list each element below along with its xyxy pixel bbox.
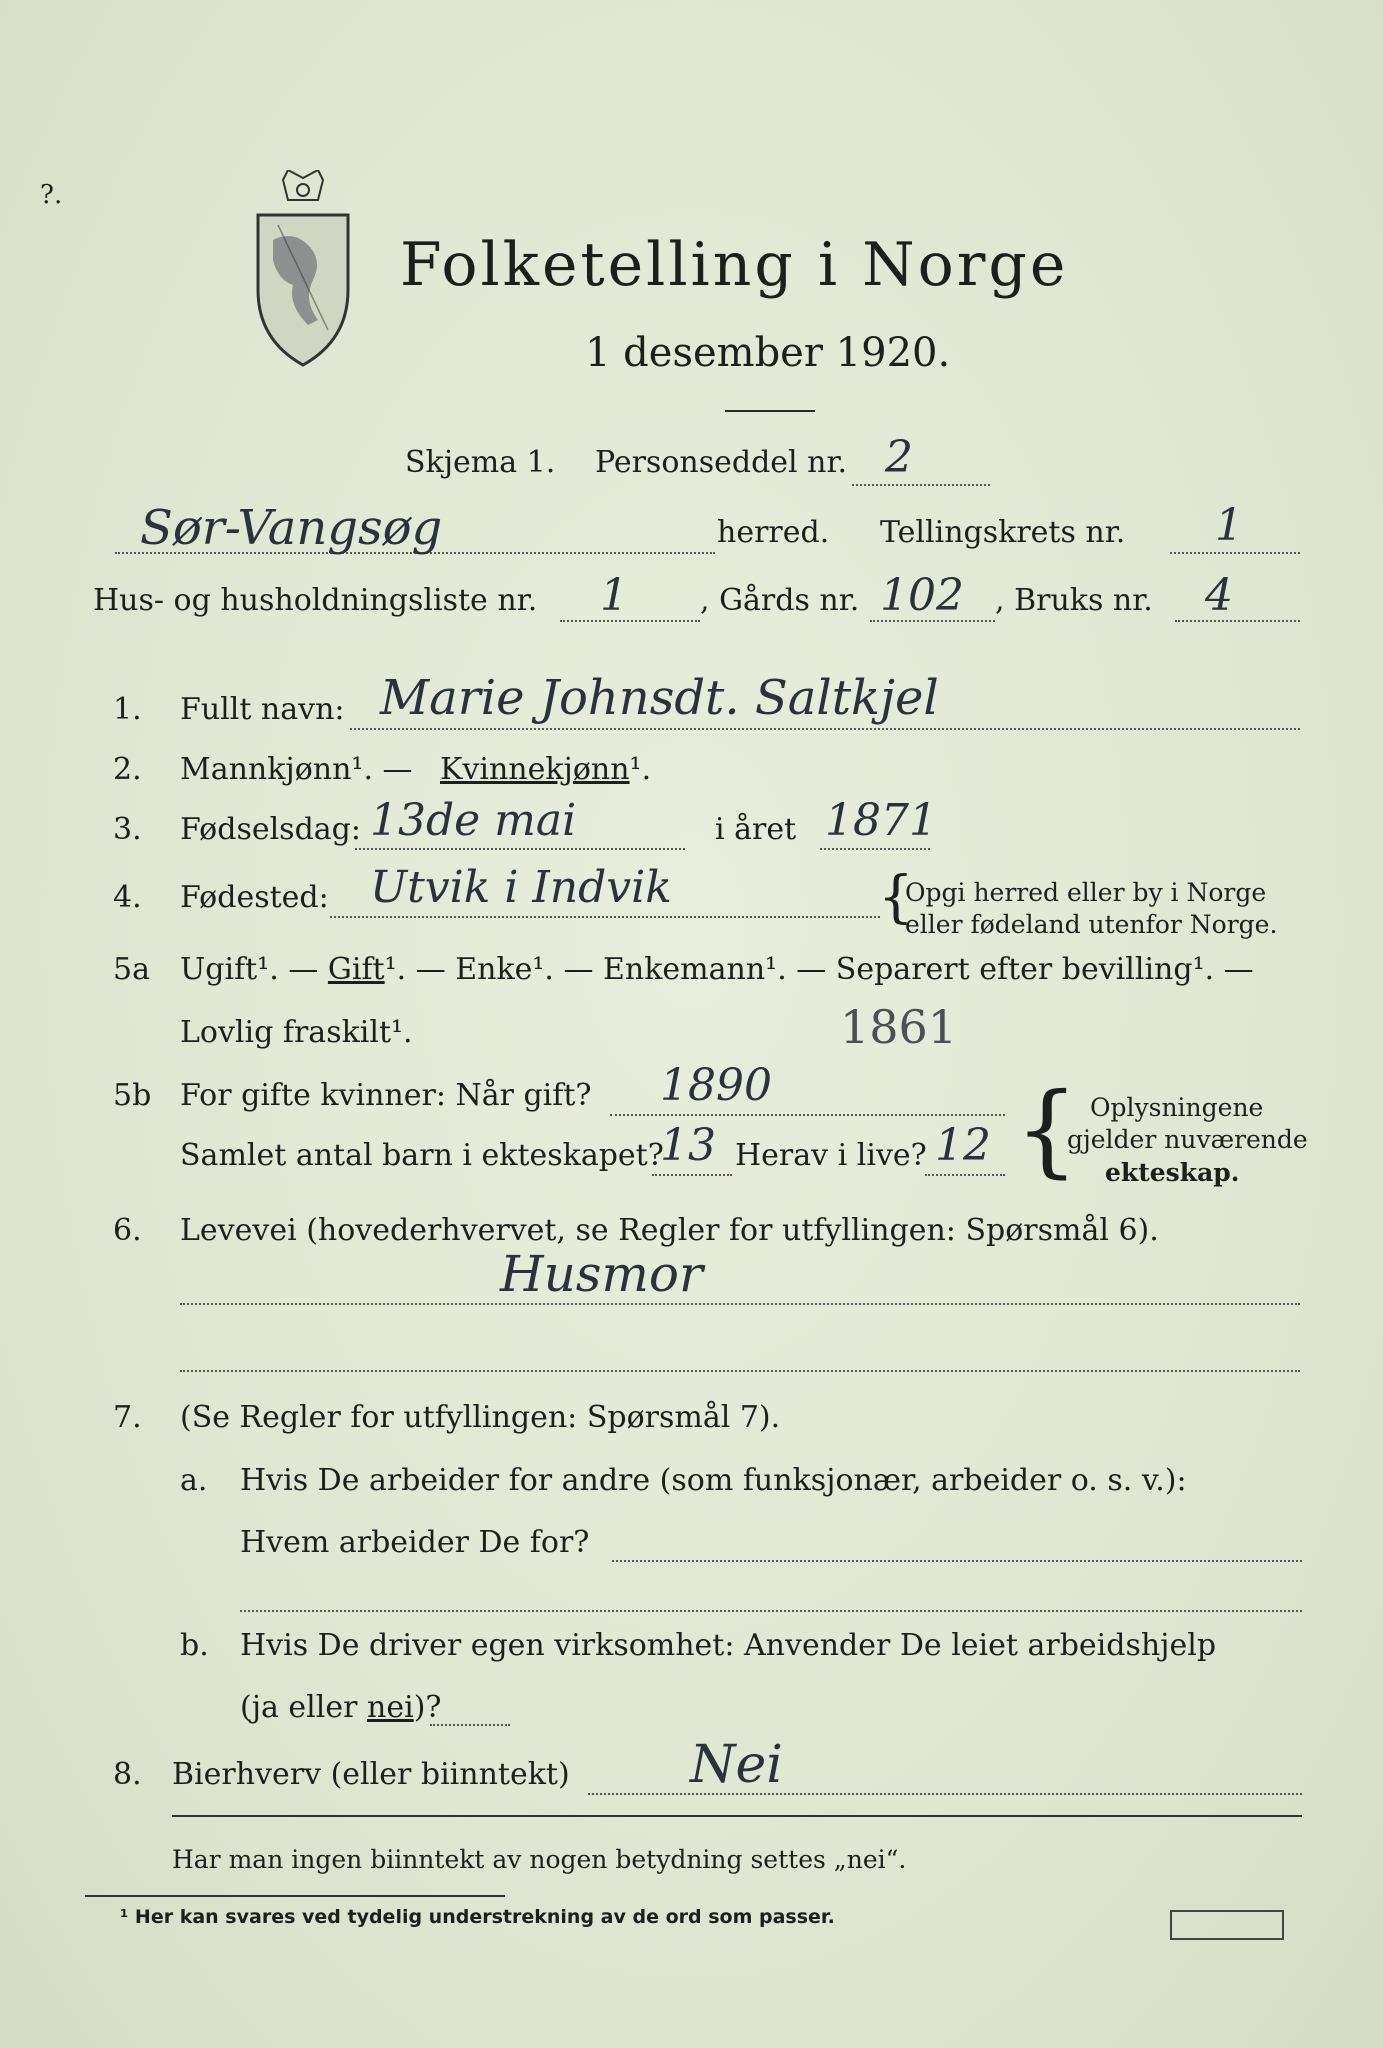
q1-full-name: Marie Johnsdt. Saltkjel	[380, 670, 939, 726]
bruks-label: , Bruks nr.	[995, 583, 1153, 618]
q5b-alive-label: Herav i live?	[735, 1138, 927, 1173]
q5b-marriage-year: 1890	[660, 1060, 772, 1111]
q7a-label-2: Hvem arbeider De for?	[240, 1525, 590, 1560]
gards-value: 102	[880, 570, 964, 621]
q8-number: 8.	[113, 1757, 142, 1792]
margin-mark: ?.	[40, 180, 63, 210]
q5a-options	[180, 952, 1254, 987]
bruks-value: 4	[1205, 570, 1233, 621]
q6-occupation: Husmor	[500, 1245, 703, 1303]
census-date: 1 desember 1920.	[585, 330, 951, 376]
q7b-no-underlined: nei	[367, 1690, 414, 1725]
tellingskrets-value: 1	[1215, 500, 1243, 551]
q2-suffix: ¹.	[629, 752, 652, 787]
q4-note-2: eller fødeland utenfor Norge.	[905, 910, 1278, 939]
tellingskrets-label: Tellingskrets nr.	[880, 515, 1126, 550]
q5b-children-label: Samlet antal barn i ekteskapet?	[180, 1138, 664, 1173]
q2-male: Mannkjønn¹. —	[180, 752, 413, 787]
q7a-number: a.	[180, 1463, 208, 1498]
q7b-label-2c: )?	[413, 1690, 442, 1725]
q3-year-label: i året	[715, 812, 797, 847]
q3-label: Fødselsdag:	[180, 812, 361, 847]
q7-number: 7.	[113, 1400, 142, 1435]
q7b-number: b.	[180, 1628, 209, 1663]
q5b-children-value: 13	[660, 1120, 716, 1171]
q4-number: 4.	[113, 880, 142, 915]
q6-label: Levevei (hovederhvervet, se Regler for utfyllingen: Spørsmål 6).	[180, 1213, 1159, 1248]
q2-female-underlined: Kvinnekjønn	[440, 752, 630, 787]
q4-brace: {	[878, 865, 914, 930]
q5b-label: For gifte kvinner: Når gift?	[180, 1078, 592, 1113]
q3-number: 3.	[113, 812, 142, 847]
q8-secondary-income: Nei	[690, 1735, 783, 1795]
personseddel-value: 2	[885, 432, 913, 483]
q5a-unmarried: Ugift¹. —	[180, 952, 319, 987]
q7b-label-2a: (ja eller	[240, 1690, 368, 1725]
footnote: ¹ Her kan svares ved tydelig understrekning av de ord som passer.	[120, 1906, 835, 1928]
q5a-divorced: Lovlig fraskilt¹.	[180, 1015, 413, 1050]
q8-note: Har man ingen biinntekt av nogen betydning settes „nei“.	[172, 1845, 907, 1874]
q7a-label: Hvis De arbeider for andre (som funksjonær, arbeider o. s. v.):	[240, 1463, 1187, 1498]
coat-of-arms-icon	[248, 170, 358, 374]
q7-label: (Se Regler for utfyllingen: Spørsmål 7).	[180, 1400, 781, 1435]
printer-stamp-icon	[1170, 1910, 1284, 1940]
q1-label: Fullt navn:	[180, 692, 345, 727]
q4-note-1: Opgi herred eller by i Norge	[905, 878, 1267, 907]
q5b-note-3: ekteskap.	[1105, 1158, 1240, 1187]
page-title: Folketelling i Norge	[400, 230, 1069, 300]
q5b-alive-value: 12	[935, 1120, 991, 1171]
q3-birthdate: 13de mai	[370, 795, 577, 846]
q5b-note-1: Oplysningene	[1090, 1093, 1264, 1122]
gards-label: , Gårds nr.	[700, 583, 860, 618]
q3-birth-year: 1871	[825, 795, 937, 846]
q1-number: 1.	[113, 692, 142, 727]
q5a-number: 5a	[113, 952, 150, 987]
q7b-label: Hvis De driver egen virksomhet: Anvender De leiet arbeidshjelp	[240, 1628, 1217, 1663]
q5b-note-2: gjelder nuværende	[1067, 1125, 1308, 1154]
q5a-married-underlined: Gift	[327, 952, 385, 987]
q4-label: Fødested:	[180, 880, 329, 915]
q7b-label-2	[240, 1690, 441, 1725]
q5b-brace: {	[1015, 1071, 1079, 1188]
schema-label: Skjema 1.	[405, 445, 556, 480]
q5b-number: 5b	[113, 1078, 152, 1113]
q2-number: 2.	[113, 752, 142, 787]
q4-birthplace: Utvik i Indvik	[370, 862, 672, 913]
personseddel-label: Personseddel nr.	[595, 445, 848, 480]
hus-value: 1	[600, 570, 628, 621]
herred-label: herred.	[717, 515, 830, 550]
q2-female	[440, 752, 651, 787]
q5a-note: 1861	[840, 1000, 958, 1054]
hus-label: Hus- og husholdningsliste nr.	[93, 583, 538, 618]
q5a-other-options: ¹. — Enke¹. — Enkemann¹. — Separert efter bevilling¹. —	[384, 952, 1254, 987]
herred-value: Sør-Vangsøg	[140, 500, 443, 556]
title-divider	[725, 410, 815, 412]
q8-label: Bierhverv (eller biinntekt)	[172, 1757, 570, 1792]
q6-number: 6.	[113, 1213, 142, 1248]
